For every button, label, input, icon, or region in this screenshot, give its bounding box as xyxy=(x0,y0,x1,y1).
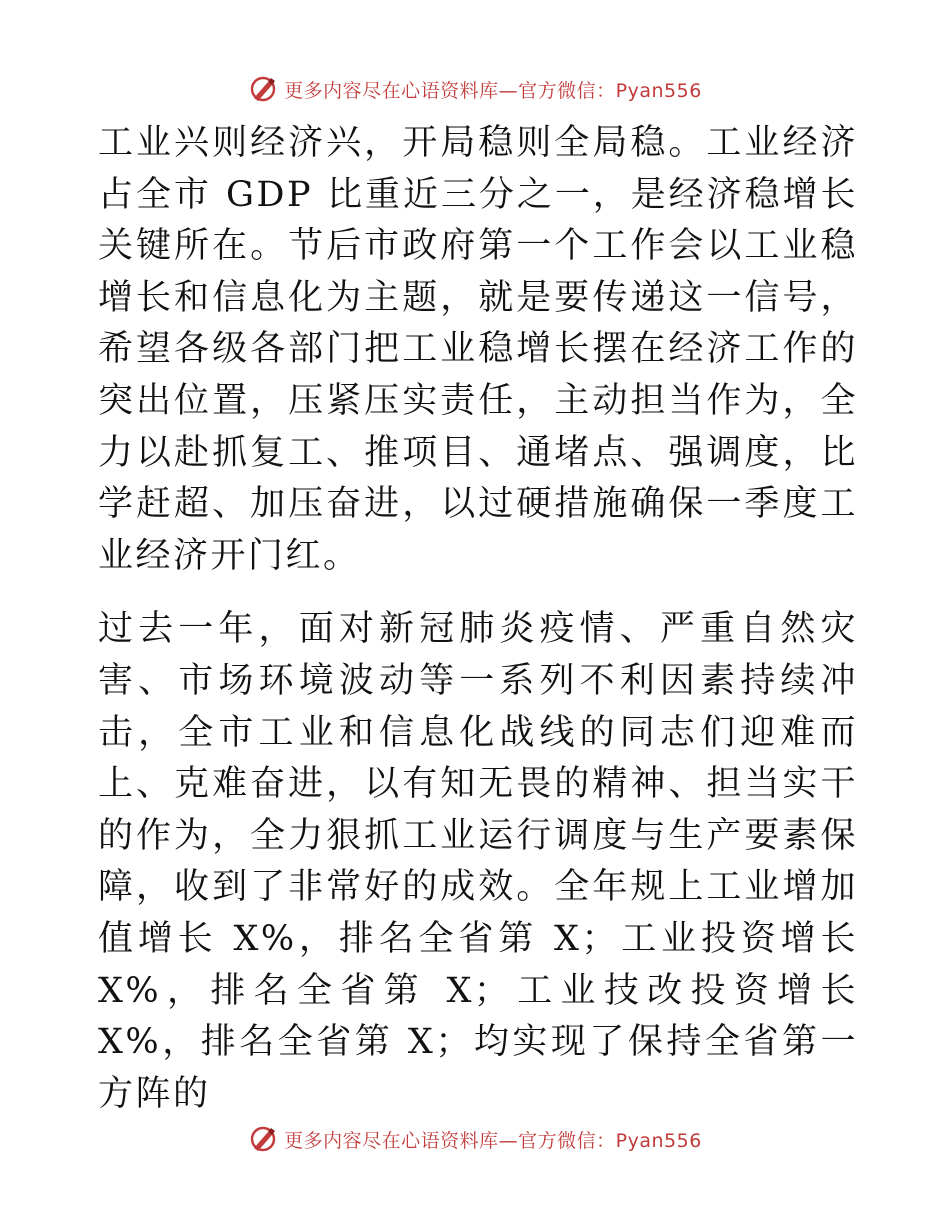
footer-watermark xyxy=(0,1124,950,1154)
pen-logo-icon xyxy=(248,74,278,104)
document-body xyxy=(98,118,858,1120)
watermark-text: 更多内容尽在心语资料库—官方微信：Pyan556 xyxy=(284,79,702,102)
watermark-text: 更多内容尽在心语资料库—官方微信：Pyan556 xyxy=(284,1129,702,1152)
paragraph-1: 工业兴则经济兴，开局稳则全局稳。工业经济占全市 GDP 比重近三分之一，是经济稳增长关键所在。节后市政府第一个工作会以工业稳增长和信息化为主题，就是要传递这一信号，希望各级各部门把工业稳增长摆在经济工作的突出位置，压紧压实责任，主动担当作为，全力以赴抓复工、推项目、通堵点、强调度，比学赶超、加压奋进，以过硬措施确保一季度工业经济开门红。 xyxy=(98,123,858,576)
pen-logo-icon xyxy=(248,1124,278,1154)
header-watermark xyxy=(0,74,950,104)
paragraph-2: 过去一年，面对新冠肺炎疫情、严重自然灾害、市场环境波动等一系列不利因素持续冲击，全市工业和信息化战线的同志们迎难而上、克难奋进，以有知无畏的精神、担当实干的作为，全力狠抓工业运行调度与生产要素保障，收到了非常好的成效。全年规上工业增加值增长 X%，排名全省第 X；工业投资增长 X%，排名全省第 X；工业技改投资增长 X%，排名全省第 X；均实现了保持全省第一方阵的 xyxy=(98,609,858,1114)
